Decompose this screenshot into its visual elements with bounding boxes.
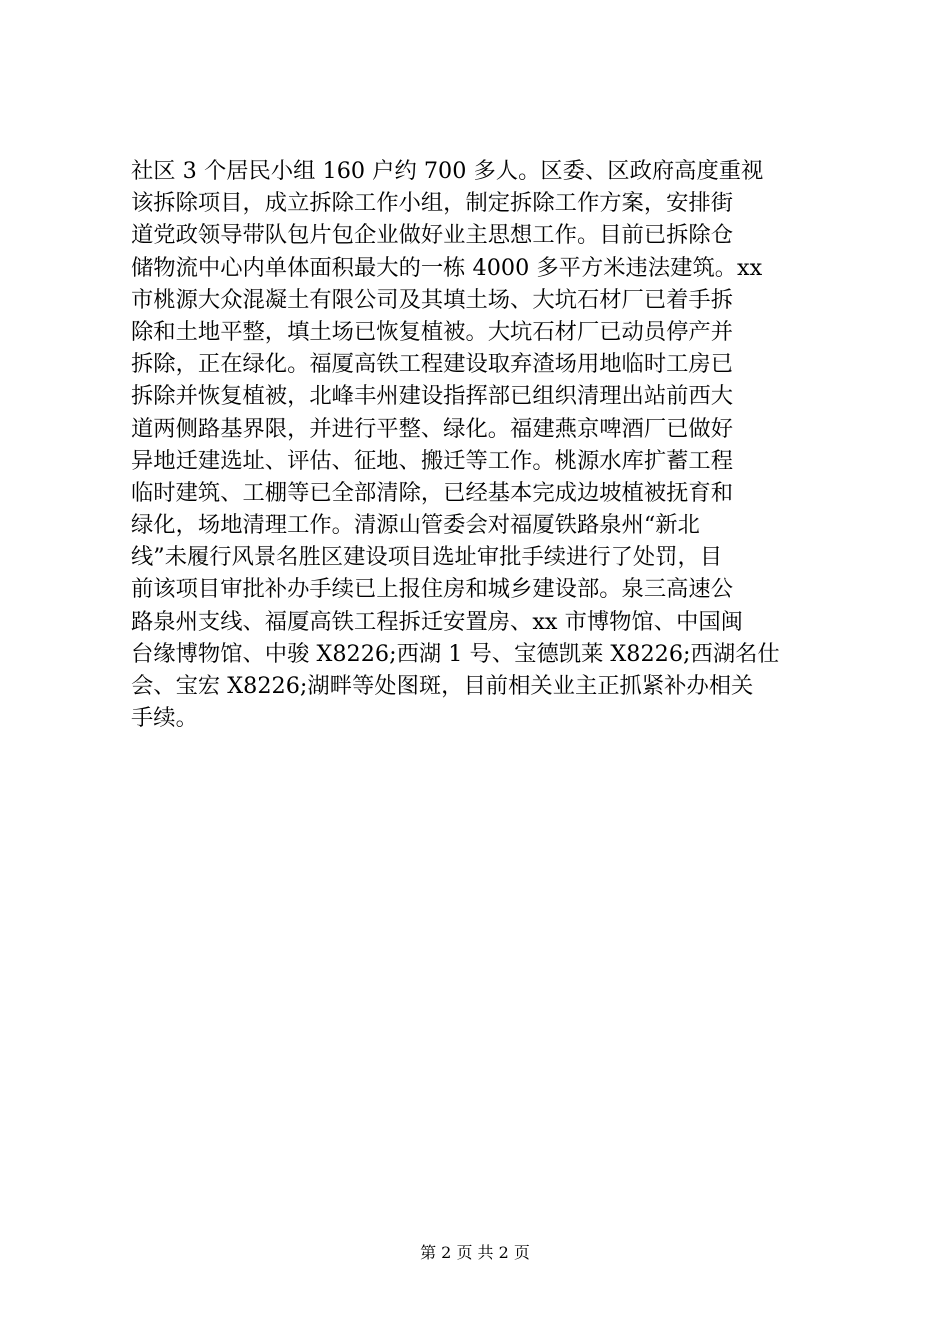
text-line: 该拆除项目，成立拆除工作小组，制定拆除工作方案，安排街 — [131, 190, 734, 217]
text-line: 道党政领导带队包片包企业做好业主思想工作。目前已拆除仓 — [131, 222, 734, 249]
text-line: 市桃源大众混凝土有限公司及其填土场、大坑石材厂已着手拆 — [131, 286, 734, 313]
text-line: 线”未履行风景名胜区建设项目选址审批手续进行了处罚，目 — [131, 544, 723, 571]
text-line: 绿化，场地清理工作。清源山管委会对福厦铁路泉州“新北 — [131, 512, 700, 539]
text-line: 拆除，正在绿化。福厦高铁工程建设取弃渣场用地临时工房已 — [131, 351, 734, 378]
page-footer: 第 2 页 共 2 页 — [420, 1243, 530, 1262]
text-line: 除和土地平整，填土场已恢复植被。大坑石材厂已动员停产并 — [131, 318, 734, 345]
text-line: 道两侧路基界限，并进行平整、绿化。福建燕京啤酒厂已做好 — [131, 415, 734, 442]
text-line: 前该项目审批补办手续已上报住房和城乡建设部。泉三高速公 — [131, 576, 734, 603]
text-line: 储物流中心内单体面积最大的一栋 4000 多平方米违法建筑。xx — [131, 254, 763, 281]
text-line: 路泉州支线、福厦高铁工程拆迁安置房、xx 市博物馆、中国闽 — [131, 608, 743, 635]
text-line: 拆除并恢复植被，北峰丰州建设指挥部已组织清理出站前西大 — [131, 383, 734, 410]
text-line: 社区 3 个居民小组 160 户约 700 多人。区委、区政府高度重视 — [131, 158, 764, 184]
text-line: 手续。 — [131, 705, 198, 732]
text-line: 异地迁建选址、评估、征地、搬迁等工作。桃源水库扩蓄工程 — [131, 447, 734, 474]
body-paragraph — [131, 155, 831, 734]
text-line: 临时建筑、工棚等已全部清除，已经基本完成边坡植被抚育和 — [131, 479, 734, 506]
text-line: 台缘博物馆、中骏 X8226;西湖 1 号、宝德凯莱 X8226;西湖名仕 — [131, 640, 780, 667]
text-line: 会、宝宏 X8226;湖畔等处图斑，目前相关业主正抓紧补办相关 — [131, 673, 754, 699]
